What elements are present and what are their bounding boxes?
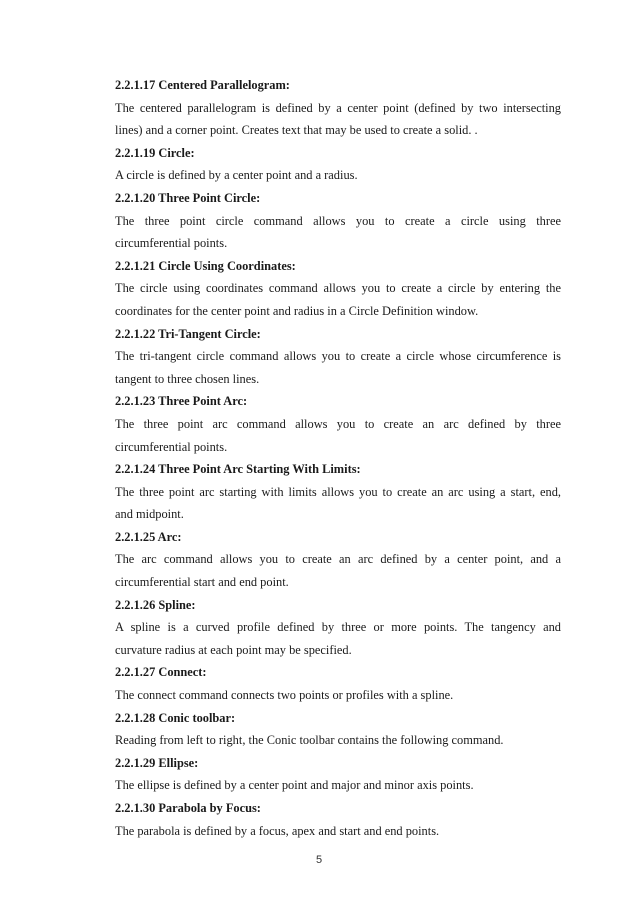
- section-heading: 2.2.1.19 Circle:: [115, 145, 195, 160]
- paragraph-line: circumferential points.: [115, 439, 228, 454]
- page-number: 5: [315, 854, 323, 866]
- section-paragraph: [115, 548, 561, 593]
- paragraph-line: curvature radius at each point may be specified.: [115, 642, 352, 657]
- section-heading: 2.2.1.27 Connect:: [115, 665, 207, 680]
- section-heading: 2.2.1.22 Tri-Tangent Circle:: [115, 326, 261, 341]
- section-paragraph: [115, 481, 561, 526]
- paragraph-line: circumferential start and end point.: [115, 575, 289, 590]
- section-paragraph: [115, 97, 561, 142]
- paragraph-line: The arc command allows you to create an arc defined by a center point, and a: [115, 552, 561, 567]
- paragraph-line: circumferential points.: [115, 236, 228, 251]
- paragraph-line: The connect command connects two points or profiles with a spline.: [115, 688, 454, 703]
- paragraph-line: The three point arc command allows you to create an arc defined by three: [115, 416, 561, 431]
- paragraph-line: A spline is a curved profile defined by three or more points. The tangency and: [115, 620, 561, 635]
- paragraph-line: The tri-tangent circle command allows you to create a circle whose circumference is: [115, 349, 561, 364]
- section-heading: 2.2.1.30 Parabola by Focus:: [115, 801, 261, 815]
- section-heading: 2.2.1.17 Centered Parallelogram:: [115, 78, 290, 92]
- section-paragraph: [115, 345, 561, 390]
- section-heading: 2.2.1.26 Spline:: [115, 597, 196, 612]
- section-heading: 2.2.1.28 Conic toolbar:: [115, 710, 236, 725]
- paragraph-line: The parabola is defined by a focus, apex and start and end points.: [115, 823, 440, 838]
- section-paragraph: [115, 684, 561, 707]
- section-heading: 2.2.1.20 Three Point Circle:: [115, 190, 261, 205]
- section-paragraph: [115, 277, 561, 322]
- paragraph-line: Reading from left to right, the Conic toolbar contains the following command.: [115, 733, 504, 748]
- section-heading: 2.2.1.21 Circle Using Coordinates:: [115, 258, 296, 273]
- paragraph-line: The circle using coordinates command allows you to create a circle by entering the: [115, 281, 561, 296]
- paragraph-line: tangent to three chosen lines.: [115, 371, 260, 386]
- paragraph-line: and midpoint.: [115, 507, 184, 522]
- paragraph-line: The three point arc starting with limits allows you to create an arc using a start, end,: [115, 484, 561, 499]
- paragraph-line: The centered parallelogram is defined by a center point (defined by two intersecting: [115, 100, 561, 115]
- paragraph-line: lines) and a corner point. Creates text that may be used to create a solid. .: [115, 123, 478, 138]
- section-heading: 2.2.1.23 Three Point Arc:: [115, 394, 248, 409]
- paragraph-line: coordinates for the center point and radius in a Circle Definition window.: [115, 303, 479, 318]
- section-heading: 2.2.1.29 Ellipse:: [115, 755, 199, 770]
- section-paragraph: [115, 413, 561, 458]
- paragraph-line: The ellipse is defined by a center point and major and minor axis points.: [115, 778, 474, 793]
- section-heading: 2.2.1.24 Three Point Arc Starting With Limits:: [115, 462, 361, 477]
- section-paragraph: [115, 729, 561, 752]
- section-paragraph: [115, 774, 561, 797]
- section-paragraph: [115, 164, 561, 187]
- section-paragraph: [115, 616, 561, 661]
- document-body: [115, 74, 561, 842]
- section-heading: 2.2.1.25 Arc:: [115, 529, 182, 544]
- paragraph-line: A circle is defined by a center point and a radius.: [115, 168, 358, 183]
- paragraph-line: The three point circle command allows you to create a circle using three: [115, 213, 561, 228]
- section-paragraph: [115, 210, 561, 255]
- section-paragraph: [115, 820, 561, 843]
